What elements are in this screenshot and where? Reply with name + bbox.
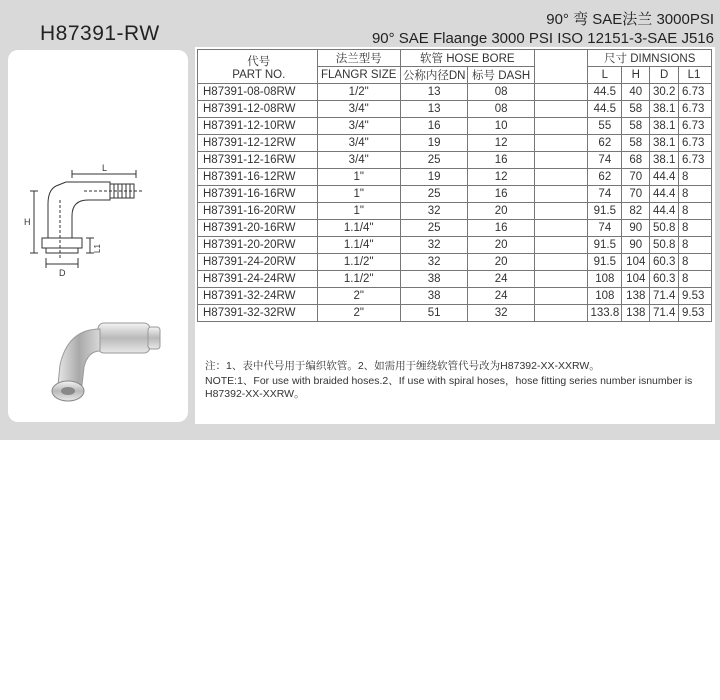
cell-blank (534, 118, 588, 135)
header-L1: L1 (679, 67, 712, 84)
fitting-technical-drawing (26, 160, 156, 280)
cell-flange: 1.1/4" (317, 220, 400, 237)
cell-part: H87391-20-20RW (198, 237, 318, 254)
cell-h: 58 (622, 118, 650, 135)
cell-dn: 25 (400, 152, 468, 169)
header-dimensions: 尺寸 DIMNSIONS (588, 50, 712, 67)
cell-d: 38.1 (650, 135, 679, 152)
cell-dash: 16 (468, 220, 534, 237)
cell-flange: 2" (317, 305, 400, 322)
cell-h: 104 (622, 254, 650, 271)
cell-blank (534, 203, 588, 220)
model-number: H87391-RW (40, 22, 160, 45)
cell-part: H87391-16-12RW (198, 169, 318, 186)
cell-h: 90 (622, 220, 650, 237)
cell-d: 38.1 (650, 152, 679, 169)
cell-dn: 32 (400, 254, 468, 271)
cell-dn: 32 (400, 203, 468, 220)
cell-h: 138 (622, 305, 650, 322)
cell-d: 60.3 (650, 271, 679, 288)
cell-d: 38.1 (650, 101, 679, 118)
header-hose-bore: 软管 HOSE BORE (400, 50, 534, 67)
title-english: 90° SAE Flaange 3000 PSI ISO 12151-3-SAE J516 (371, 30, 714, 47)
table-row (198, 186, 712, 203)
header-D: D (650, 67, 679, 84)
cell-dash: 20 (468, 254, 534, 271)
cell-dash: 24 (468, 271, 534, 288)
table-row (198, 220, 712, 237)
header-dash: 标号 DASH (468, 67, 534, 84)
cell-dash: 20 (468, 203, 534, 220)
cell-d: 44.4 (650, 203, 679, 220)
cell-dn: 38 (400, 288, 468, 305)
header-dn: 公称内径DN (400, 67, 468, 84)
table-row (198, 271, 712, 288)
cell-dash: 12 (468, 135, 534, 152)
cell-h: 104 (622, 271, 650, 288)
cell-l: 74 (588, 186, 622, 203)
fitting-photo (48, 315, 168, 410)
cell-dn: 51 (400, 305, 468, 322)
cell-flange: 1.1/2" (317, 254, 400, 271)
cell-l1: 6.73 (679, 84, 712, 101)
cell-flange: 1.1/2" (317, 271, 400, 288)
cell-d: 50.8 (650, 237, 679, 254)
title-chinese: 90° 弯 SAE法兰 3000PSI (546, 11, 714, 28)
cell-flange: 1/2" (317, 84, 400, 101)
cell-l: 62 (588, 169, 622, 186)
label-L1: L1 (93, 244, 102, 253)
cell-l: 62 (588, 135, 622, 152)
cell-dn: 38 (400, 271, 468, 288)
cell-flange: 1.1/4" (317, 237, 400, 254)
cell-dash: 32 (468, 305, 534, 322)
cell-l: 91.5 (588, 237, 622, 254)
cell-blank (534, 84, 588, 101)
cell-flange: 3/4" (317, 135, 400, 152)
cell-dash: 08 (468, 84, 534, 101)
cell-d: 30.2 (650, 84, 679, 101)
cell-flange: 1" (317, 186, 400, 203)
cell-h: 90 (622, 237, 650, 254)
cell-h: 138 (622, 288, 650, 305)
label-L: L (102, 163, 108, 173)
table-row (198, 288, 712, 305)
cell-h: 68 (622, 152, 650, 169)
cell-l1: 8 (679, 271, 712, 288)
cell-dn: 16 (400, 118, 468, 135)
cell-h: 40 (622, 84, 650, 101)
cell-l: 108 (588, 288, 622, 305)
table-row (198, 237, 712, 254)
cell-dash: 10 (468, 118, 534, 135)
cell-part: H87391-20-16RW (198, 220, 318, 237)
cell-l1: 8 (679, 220, 712, 237)
specification-rows (198, 84, 712, 322)
cell-l1: 9.53 (679, 288, 712, 305)
header-flange-en: FLANGR SIZE (317, 67, 400, 84)
label-D: D (59, 268, 66, 278)
table-row (198, 135, 712, 152)
cell-dash: 24 (468, 288, 534, 305)
note-chinese: 注：1、表中代号用于编织软管。2、如需用于缠绕软管代号改为H87392-XX-XXRW。 (205, 360, 600, 372)
cell-flange: 3/4" (317, 101, 400, 118)
cell-dn: 13 (400, 84, 468, 101)
cell-dn: 25 (400, 220, 468, 237)
cell-part: H87391-08-08RW (198, 84, 318, 101)
cell-l: 44.5 (588, 101, 622, 118)
cell-part: H87391-12-10RW (198, 118, 318, 135)
cell-blank (534, 305, 588, 322)
cell-flange: 1" (317, 169, 400, 186)
header-H: H (622, 67, 650, 84)
cell-dn: 19 (400, 135, 468, 152)
cell-dn: 13 (400, 101, 468, 118)
cell-h: 58 (622, 135, 650, 152)
title-block (372, 10, 714, 48)
cell-h: 58 (622, 101, 650, 118)
cell-part: H87391-32-32RW (198, 305, 318, 322)
cell-l: 74 (588, 152, 622, 169)
cell-l: 55 (588, 118, 622, 135)
table-row (198, 203, 712, 220)
header-L: L (588, 67, 622, 84)
cell-l1: 8 (679, 254, 712, 271)
table-row (198, 118, 712, 135)
cell-d: 50.8 (650, 220, 679, 237)
header-part-en: PART NO. (232, 68, 286, 81)
table-row (198, 254, 712, 271)
cell-blank (534, 101, 588, 118)
cell-part: H87391-12-12RW (198, 135, 318, 152)
cell-l1: 6.73 (679, 101, 712, 118)
cell-l1: 8 (679, 169, 712, 186)
cell-l: 44.5 (588, 84, 622, 101)
cell-l1: 8 (679, 237, 712, 254)
header-part-cn: 代号 (247, 55, 271, 68)
header-part (198, 50, 318, 84)
cell-flange: 2" (317, 288, 400, 305)
cell-d: 60.3 (650, 254, 679, 271)
fitting-illustration-box (8, 50, 188, 422)
cell-flange: 3/4" (317, 152, 400, 169)
specification-table (197, 49, 712, 322)
cell-dn: 25 (400, 186, 468, 203)
cell-dash: 16 (468, 186, 534, 203)
cell-h: 70 (622, 186, 650, 203)
cell-dn: 32 (400, 237, 468, 254)
cell-blank (534, 237, 588, 254)
cell-dash: 08 (468, 101, 534, 118)
cell-flange: 3/4" (317, 118, 400, 135)
cell-blank (534, 169, 588, 186)
cell-part: H87391-24-20RW (198, 254, 318, 271)
cell-d: 44.4 (650, 186, 679, 203)
cell-blank (534, 220, 588, 237)
header-blank (534, 50, 588, 84)
cell-l: 91.5 (588, 203, 622, 220)
cell-flange: 1" (317, 203, 400, 220)
cell-h: 70 (622, 169, 650, 186)
table-row (198, 305, 712, 322)
notes (205, 360, 705, 403)
cell-part: H87391-32-24RW (198, 288, 318, 305)
cell-d: 44.4 (650, 169, 679, 186)
cell-d: 38.1 (650, 118, 679, 135)
cell-l1: 6.73 (679, 152, 712, 169)
cell-l1: 8 (679, 203, 712, 220)
note-english: NOTE:1、For use with braided hoses.2、If use with spiral hoses，hose fitting series number isnumber is H87392-XX-XXRW。 (205, 375, 693, 400)
cell-l: 91.5 (588, 254, 622, 271)
cell-part: H87391-24-24RW (198, 271, 318, 288)
cell-l1: 6.73 (679, 135, 712, 152)
table-row (198, 169, 712, 186)
cell-d: 71.4 (650, 288, 679, 305)
cell-l: 108 (588, 271, 622, 288)
label-H: H (24, 217, 31, 227)
cell-d: 71.4 (650, 305, 679, 322)
cell-l1: 8 (679, 186, 712, 203)
header-row-1 (198, 50, 712, 67)
cell-blank (534, 254, 588, 271)
cell-dash: 12 (468, 169, 534, 186)
table-row (198, 152, 712, 169)
table-row (198, 84, 712, 101)
cell-dn: 19 (400, 169, 468, 186)
cell-part: H87391-16-20RW (198, 203, 318, 220)
cell-l1: 6.73 (679, 118, 712, 135)
cell-part: H87391-12-08RW (198, 101, 318, 118)
cell-dash: 16 (468, 152, 534, 169)
cell-blank (534, 288, 588, 305)
cell-blank (534, 271, 588, 288)
cell-l1: 9.53 (679, 305, 712, 322)
cell-blank (534, 186, 588, 203)
cell-blank (534, 152, 588, 169)
specification-box (195, 47, 715, 424)
cell-part: H87391-12-16RW (198, 152, 318, 169)
table-row (198, 101, 712, 118)
cell-l: 74 (588, 220, 622, 237)
cell-blank (534, 135, 588, 152)
cell-l: 133.8 (588, 305, 622, 322)
cell-dash: 20 (468, 237, 534, 254)
header-flange-cn: 法兰型号 (317, 50, 400, 67)
cell-h: 82 (622, 203, 650, 220)
cell-part: H87391-16-16RW (198, 186, 318, 203)
